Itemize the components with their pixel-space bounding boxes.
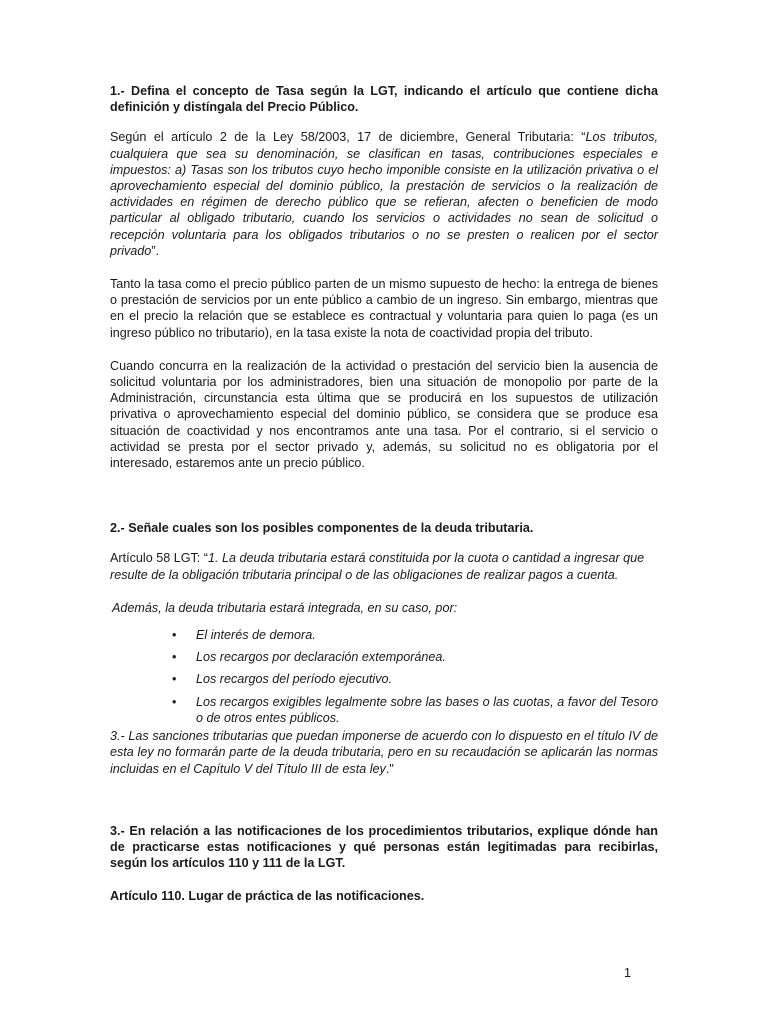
bullet-icon: • [172,628,177,643]
q1-definition-end: ”. [151,243,160,258]
bullet-icon: • [172,694,177,709]
list-item: • Los recargos del período ejecutivo. [172,672,393,687]
question-2-title: 2.- Señale cuales son los posibles componentes de la deuda tributaria. [110,521,534,536]
list-item: • Los recargos por declaración extemporánea. [172,650,446,665]
q2-paragraph-article [110,550,658,582]
q2-paragraph-integrated [110,600,658,616]
q2-sanctions-quote: 3.- Las sanciones tributarias que puedan imponerse de acuerdo con lo dispuesto en el título IV de esta ley no formarán parte de la deuda tributaria, pero en su recaudación se aplicarán las normas incluidas en el Capítulo V del Título III de esta ley [110,729,658,776]
q2-integrated-text: Además, la deuda tributaria estará integrada, en su caso, por: [112,600,458,615]
q1-paragraph-comparison: Tanto la tasa como el precio público parten de un mismo supuesto de hecho: la entrega de bienes o prestación de servicios por un ente público a cambio de un ingreso. Sin embargo, mientras que en el precio la relación que se establece es contractual y voluntaria para quien lo paga (es un ingreso público no tributario), en la tasa existe la nota de coactividad propia del tributo. [110,277,658,340]
q2-article-quote: 1. La deuda tributaria estará constituida por la cuota o cantidad a ingresar que resulte de la obligación tributaria principal o de las obligaciones de realizar pagos a cuenta. [110,551,645,582]
question-3-title: 3.- En relación a las notificaciones de los procedimientos tributarios, explique dónde han de practicarse estas notificaciones y qué personas están legitimadas para recibirlas, según los artículos 110 y 111 de la LGT. [110,823,658,871]
q2-bullet-list [110,627,658,726]
list-item: • Los recargos exigibles legalmente sobre las bases o las cuotas, a favor del Tesoro o de otros entes públicos. [172,694,658,725]
bullet-icon: • [172,650,177,665]
bullet-icon: • [172,672,177,687]
document-body [110,83,658,905]
q1-paragraph-definition [110,129,658,259]
q1-definition-lead: Según el artículo 2 de la Ley 58/2003, 17 de diciembre, General Tributaria: “ [110,130,586,145]
q2-sanctions-end: ." [385,761,394,776]
q2-article-lead: Artículo 58 LGT: “ [110,551,208,566]
page-number: 1 [624,966,632,980]
list-item: • El interés de demora. [172,628,316,643]
q2-paragraph-sanctions [110,728,658,777]
q1-paragraph-coactivity: Cuando concurra en la realización de la actividad o prestación del servicio bien la ausencia de solicitud voluntaria por los administradores, bien una situación de monopolio por parte de la Administración, circunstancia esta última que se producirá en los supuestos de utilización privativa o aprovechamiento especial del dominio público, se considera que se produce esa situación de coactividad y nos encontramos ante una tasa. Por el contrario, si el servicio o actividad se presta por el sector privado y, además, su solicitud no es obligatoria por el interesado, estaremos ante un precio público. [110,358,658,471]
question-1-title: 1.- Defina el concepto de Tasa según la LGT, indicando el artículo que contiene dicha definición y distíngala del Precio Público. [110,84,658,115]
q1-definition-quote: Los tributos, cualquiera que sea su denominación, se clasifican en tasas, contribuciones especiales e impuestos: a) Tasas son los tributos cuyo hecho imponible consiste en la utilización privativa o el aprovechamiento especial del dominio público, la prestación de servicios o la realización de actividades en régimen de derecho público que se refieran, afecten o beneficien de modo particular al obligado tributario, cuando los servicios o actividades no sean de solicitud o recepción voluntaria para los obligados tributarios o no se presten o realicen por el sector privado [110,130,658,258]
q3-article-heading: Artículo 110. Lugar de práctica de las notificaciones. [110,889,425,904]
